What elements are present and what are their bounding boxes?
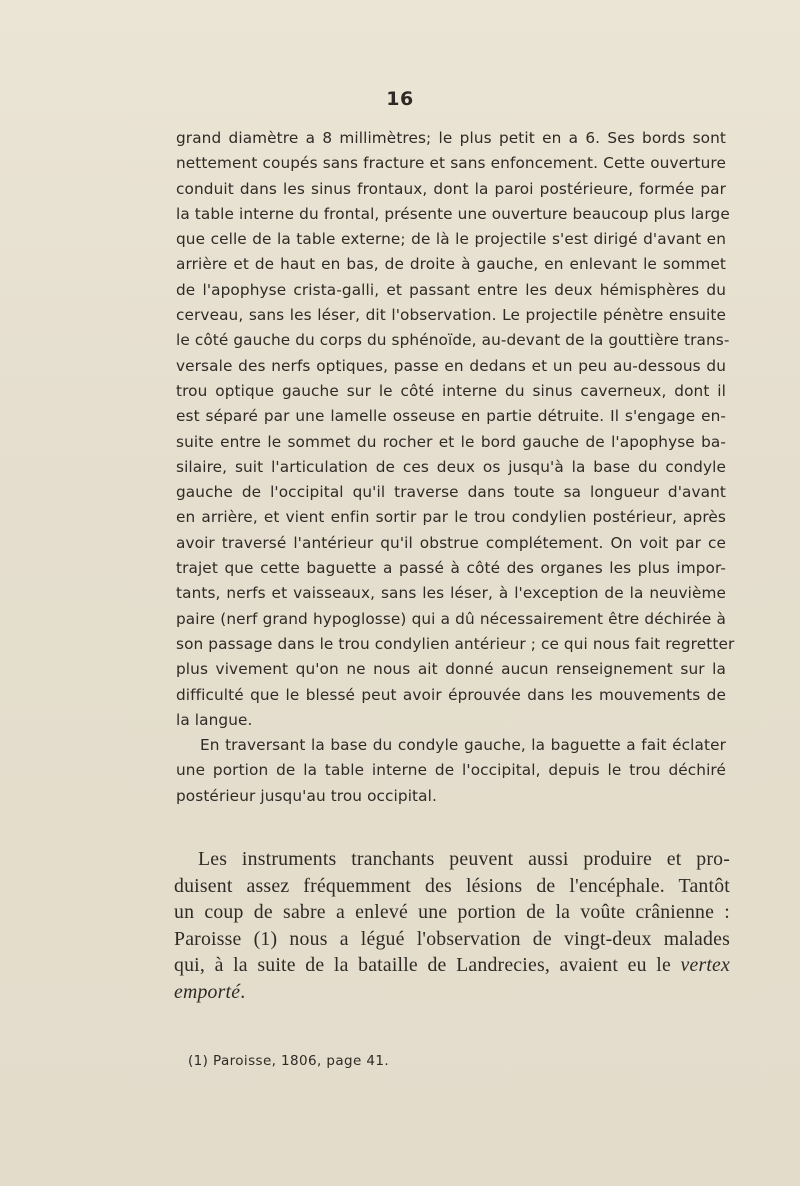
body-line: avoir traversé l'antérieur qu'il obstrue complétement. On voit par ce xyxy=(176,533,726,552)
body-line: paire (nerf grand hypoglosse) qui a dû nécessairement être déchirée à xyxy=(176,609,726,628)
section-line: un coup de sabre a enlevé une portion de la voûte crânienne : xyxy=(174,901,730,923)
body-line: une portion de la table interne de l'occipital, depuis le trou déchiré xyxy=(176,761,726,780)
body-line: En traversant la base du condyle gauche, la baguette a fait éclater xyxy=(200,736,726,755)
body-line: est séparé par une lamelle osseuse en partie détruite. Il s'engage en- xyxy=(176,407,726,426)
body-line: suite entre le sommet du rocher et le bord gauche de l'apophyse ba- xyxy=(176,432,726,451)
body-line: le côté gauche du corps du sphénoïde, au-devant de la gouttière trans- xyxy=(176,331,730,350)
body-line: trou optique gauche sur le côté interne du sinus caverneux, dont il xyxy=(176,381,726,400)
body-line: silaire, suit l'articulation de ces deux os jusqu'à la base du condyle xyxy=(176,457,726,476)
italic-term: vertex xyxy=(680,954,730,976)
footnote: (1) Paroisse, 1806, page 41. xyxy=(188,1053,390,1069)
body-line: gauche de l'occipital qu'il traverse dans toute sa longueur d'avant xyxy=(176,483,726,502)
body-line: de l'apophyse crista-galli, et passant entre les deux hémisphères du xyxy=(176,280,726,299)
body-line: son passage dans le trou condylien antérieur ; ce qui nous fait regretter xyxy=(176,634,735,653)
body-line: nettement coupés sans fracture et sans enfoncement. Cette ouverture xyxy=(176,154,726,173)
section-line xyxy=(174,952,730,979)
body-line: la langue. xyxy=(176,710,253,729)
section-line: Paroisse (1) nous a légué l'observation de vingt-deux malades xyxy=(174,927,730,950)
section-punct: . xyxy=(240,980,246,1003)
body-line: conduit dans les sinus frontaux, dont la paroi postérieure, formée par xyxy=(176,179,726,198)
section-line: duisent assez fréquemment des lésions de l'encéphale. Tantôt xyxy=(174,874,730,897)
body-line: postérieur jusqu'au trou occipital. xyxy=(176,786,437,805)
body-line: trajet que cette baguette a passé à côté des organes les plus impor- xyxy=(176,559,726,578)
body-line: versale des nerfs optiques, passe en dedans et un peu au-dessous du xyxy=(176,356,726,375)
section-line-text: qui, à la suite de la bataille de Landrecies, avaient eu le xyxy=(174,954,681,976)
body-line: cerveau, sans les léser, dit l'observation. Le projectile pénètre ensuite xyxy=(176,306,726,325)
body-text xyxy=(176,126,735,809)
section-paragraph xyxy=(174,846,730,1005)
body-line: que celle de la table externe; de là le projectile s'est dirigé d'avant en xyxy=(176,230,726,249)
body-line: tants, nerfs et vaisseaux, sans les léser, à l'exception de la neuvième xyxy=(176,584,726,603)
section-line: Les instruments tranchants peuvent aussi produire et pro- xyxy=(198,848,730,870)
body-line: en arrière, et vient enfin sortir par le trou condylien postérieur, après xyxy=(176,508,726,527)
body-line: arrière et de haut en bas, de droite à gauche, en enlevant le sommet xyxy=(176,255,726,274)
body-line: la table interne du frontal, présente une ouverture beaucoup plus large xyxy=(176,204,730,223)
body-line: plus vivement qu'on ne nous ait donné aucun renseignement sur la xyxy=(176,660,726,679)
body-line: difficulté que le blessé peut avoir éprouvée dans les mouvements de xyxy=(176,685,726,704)
italic-term: emporté xyxy=(174,980,241,1003)
body-line: grand diamètre a 8 millimètres; le plus petit en a 6. Ses bords sont xyxy=(176,129,726,147)
section-line xyxy=(174,979,730,1006)
page-number: 16 xyxy=(386,88,414,110)
